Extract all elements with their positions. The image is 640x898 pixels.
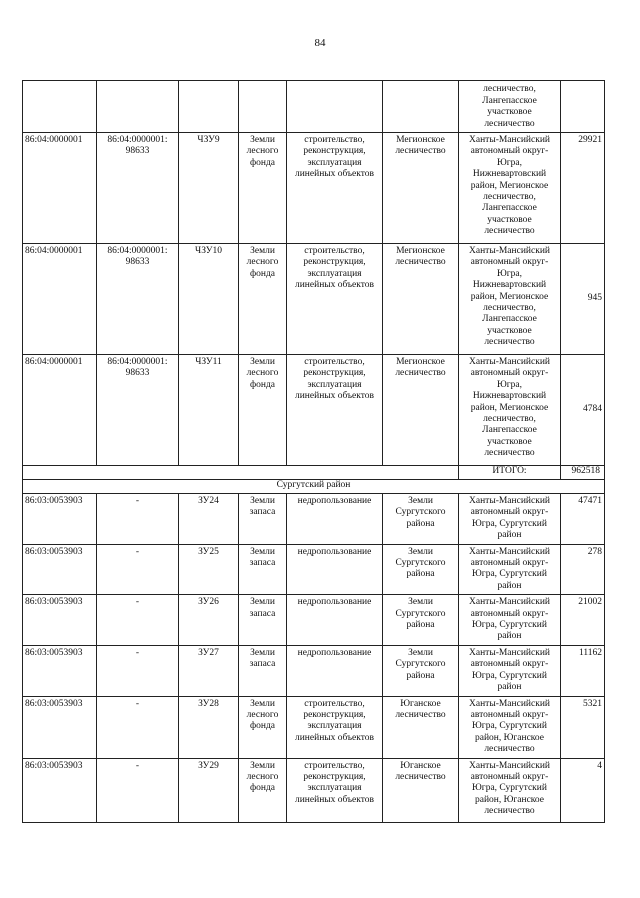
area-cell: 4784	[561, 355, 605, 466]
use-cell: строительство, реконструкция, эксплуатация линейных объектов	[287, 133, 383, 244]
table-row	[23, 645, 605, 696]
area-cell: 29921	[561, 133, 605, 244]
table-row	[23, 758, 605, 822]
forestry-cell: Юганское лесничество	[383, 758, 459, 822]
area-cell: 5321	[561, 696, 605, 758]
zu-cell: ЗУ26	[179, 595, 239, 646]
quarter-cell: 86:03:0053903	[23, 696, 97, 758]
cadastral-cell: 86:04:0000001: 98633	[97, 244, 179, 355]
category-cell: Земли запаса	[239, 494, 287, 545]
location-cell: Ханты-Мансийский автономный округ- Югра, Нижневартовский район, Мегионское лесничество, Лангепасское участковое лесничество	[459, 244, 561, 355]
zu-cell: ЗУ25	[179, 544, 239, 595]
area-cell: 21002	[561, 595, 605, 646]
forestry-cell: Земли Сургутского района	[383, 544, 459, 595]
quarter-cell: 86:03:0053903	[23, 758, 97, 822]
area-cell: 278	[561, 544, 605, 595]
location-cell: Ханты-Мансийский автономный округ- Югра, Нижневартовский район, Мегионское лесничество, Лангепасское участковое лесничество	[459, 133, 561, 244]
table-cell	[23, 466, 459, 480]
quarter-cell: 86:04:0000001	[23, 355, 97, 466]
table-cell	[383, 81, 459, 133]
category-cell: Земли лесного фонда	[239, 758, 287, 822]
quarter-cell: 86:04:0000001	[23, 244, 97, 355]
location-cell: Ханты-Мансийский автономный округ- Югра, Сургутский район	[459, 595, 561, 646]
quarter-cell: 86:03:0053903	[23, 595, 97, 646]
use-cell: строительство, реконструкция, эксплуатация линейных объектов	[287, 355, 383, 466]
forestry-cell: Мегионское лесничество	[383, 244, 459, 355]
forestry-cell: Мегионское лесничество	[383, 355, 459, 466]
table-cell	[239, 81, 287, 133]
zu-cell: ЧЗУ9	[179, 133, 239, 244]
location-cell: Ханты-Мансийский автономный округ- Югра, Сургутский район	[459, 544, 561, 595]
table-row	[23, 133, 605, 244]
table-row	[23, 544, 605, 595]
use-cell: недропользование	[287, 595, 383, 646]
use-cell: строительство, реконструкция, эксплуатация линейных объектов	[287, 758, 383, 822]
cadastral-cell: -	[97, 494, 179, 545]
use-cell: строительство, реконструкция, эксплуатация линейных объектов	[287, 696, 383, 758]
section-title: Сургутский район	[23, 480, 605, 494]
forestry-cell: Земли Сургутского района	[383, 595, 459, 646]
table-cell	[561, 81, 605, 133]
category-cell: Земли лесного фонда	[239, 355, 287, 466]
category-cell: Земли запаса	[239, 544, 287, 595]
area-cell: 11162	[561, 645, 605, 696]
quarter-cell: 86:03:0053903	[23, 544, 97, 595]
forestry-cell: Юганское лесничество	[383, 696, 459, 758]
table-row	[23, 696, 605, 758]
section-row	[23, 480, 605, 494]
cadastral-cell: -	[97, 758, 179, 822]
forestry-cell: Земли Сургутского района	[383, 645, 459, 696]
table-cell	[287, 81, 383, 133]
category-cell: Земли лесного фонда	[239, 133, 287, 244]
table-row	[23, 355, 605, 466]
page-number: 84	[314, 37, 326, 49]
table-row	[23, 595, 605, 646]
table-row	[23, 81, 605, 133]
total-label: ИТОГО:	[459, 466, 561, 480]
zu-cell: ЗУ28	[179, 696, 239, 758]
location-cell: лесничество, Лангепасское участковое лесничество	[459, 81, 561, 133]
cadastral-cell: -	[97, 696, 179, 758]
location-cell: Ханты-Мансийский автономный округ- Югра, Нижневартовский район, Мегионское лесничество, Лангепасское участковое лесничество	[459, 355, 561, 466]
area-cell: 4	[561, 758, 605, 822]
use-cell: строительство, реконструкция, эксплуатация линейных объектов	[287, 244, 383, 355]
location-cell: Ханты-Мансийский автономный округ- Югра, Сургутский район	[459, 645, 561, 696]
cadastral-cell: -	[97, 544, 179, 595]
forestry-cell: Мегионское лесничество	[383, 133, 459, 244]
zu-cell: ЗУ29	[179, 758, 239, 822]
table-cell	[97, 81, 179, 133]
table-cell	[23, 81, 97, 133]
category-cell: Земли запаса	[239, 595, 287, 646]
location-cell: Ханты-Мансийский автономный округ- Югра, Сургутский район	[459, 494, 561, 545]
category-cell: Земли лесного фонда	[239, 244, 287, 355]
use-cell: недропользование	[287, 544, 383, 595]
area-cell: 47471	[561, 494, 605, 545]
table-cell	[179, 81, 239, 133]
land-plots-table	[22, 80, 605, 823]
table-row	[23, 244, 605, 355]
total-row	[23, 466, 605, 480]
cadastral-cell: -	[97, 645, 179, 696]
zu-cell: ЗУ27	[179, 645, 239, 696]
quarter-cell: 86:03:0053903	[23, 494, 97, 545]
zu-cell: ЗУ24	[179, 494, 239, 545]
cadastral-cell: -	[97, 595, 179, 646]
quarter-cell: 86:04:0000001	[23, 133, 97, 244]
zu-cell: ЧЗУ10	[179, 244, 239, 355]
forestry-cell: Земли Сургутского района	[383, 494, 459, 545]
category-cell: Земли лесного фонда	[239, 696, 287, 758]
location-cell: Ханты-Мансийский автономный округ- Югра, Сургутский район, Юганское лесничество	[459, 758, 561, 822]
total-value: 962518	[561, 466, 605, 480]
use-cell: недропользование	[287, 645, 383, 696]
cadastral-cell: 86:04:0000001: 98633	[97, 133, 179, 244]
use-cell: недропользование	[287, 494, 383, 545]
cadastral-cell: 86:04:0000001: 98633	[97, 355, 179, 466]
quarter-cell: 86:03:0053903	[23, 645, 97, 696]
category-cell: Земли запаса	[239, 645, 287, 696]
area-cell: 945	[561, 244, 605, 355]
location-cell: Ханты-Мансийский автономный округ- Югра, Сургутский район, Юганское лесничество	[459, 696, 561, 758]
zu-cell: ЧЗУ11	[179, 355, 239, 466]
table-row	[23, 494, 605, 545]
